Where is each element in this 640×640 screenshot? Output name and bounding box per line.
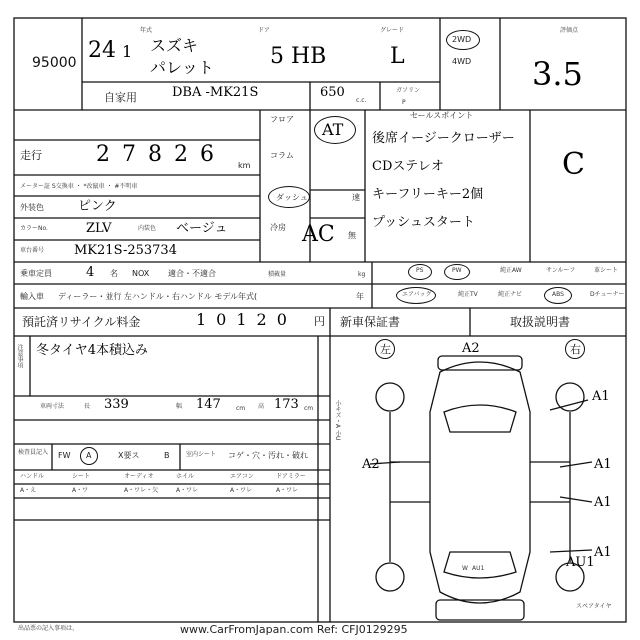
ac-value: AC: [302, 222, 335, 247]
dash-circle: [268, 186, 310, 208]
option-leather: 革シート: [594, 267, 619, 274]
height-label: 高: [258, 403, 265, 410]
inspection-row-3: A・ワレ・欠: [124, 487, 159, 494]
load-unit: kg: [358, 271, 366, 278]
fw-mark: A: [86, 451, 92, 460]
seat-label: シート: [72, 473, 91, 480]
small-scratch-label: 小キズ・A 小U: [334, 400, 341, 441]
diagram-left-label: 左: [380, 343, 391, 356]
top-damage-mark: A2: [462, 341, 480, 356]
height-unit: cm: [304, 405, 314, 412]
wheel-label: ホイル: [176, 473, 195, 480]
warranty-label: 新車保証書: [340, 315, 401, 329]
year-label: 年式: [140, 27, 153, 34]
mirror-label: ドアミラー: [276, 473, 306, 480]
floor-label: フロア: [270, 115, 294, 124]
airbag-circle: [396, 287, 436, 304]
inspection-label: 検査員記入: [18, 449, 49, 456]
fuel-value: ガソリン: [396, 87, 421, 94]
mileage-unit: km: [238, 161, 251, 170]
option-tv: 純正TV: [458, 291, 478, 298]
option-pw: PW: [452, 267, 462, 274]
interior-color: ベージュ: [176, 221, 228, 236]
footer-left-text: 出品票の記入事項は、: [18, 625, 79, 632]
height-value: 173: [274, 397, 299, 412]
inspection-row-6: A・ワレ: [276, 487, 299, 494]
displacement-unit: c.c.: [356, 97, 367, 104]
option-sunroof: サンルーフ: [546, 267, 576, 274]
sales-point-1: 後席イージークローザー: [372, 131, 515, 146]
meter-exchange: メーター証 S交換車 ・ *改竄車 ・ #不明車: [20, 183, 138, 190]
notes-label: 注意事項: [16, 344, 23, 368]
ps-circle: [408, 264, 432, 280]
speed-label: 速: [352, 193, 360, 202]
model-code: DBA -MK21S: [172, 85, 259, 100]
import-label: 輸入車: [20, 292, 44, 301]
interior-label: 内装色: [138, 225, 157, 232]
mileage-label: 走行: [20, 149, 42, 162]
recycle-amount: 10120: [196, 310, 297, 329]
notes-text: 冬タイヤ4本積込み: [36, 343, 149, 358]
displacement-value: 650: [320, 85, 345, 100]
inspection-row-2: A・ワ: [72, 487, 89, 494]
chassis-label: 車台番号: [20, 247, 45, 254]
spare-tire-label: スペアタイヤ: [576, 603, 612, 610]
import-year-unit: 年: [356, 292, 364, 301]
year-value: 24: [88, 38, 116, 63]
bottom-damage-mark-2: AU1: [472, 565, 485, 572]
x-mark: B: [164, 451, 170, 460]
length-value: 339: [104, 397, 129, 412]
recycle-label: 預託済リサイクル料金: [22, 315, 141, 329]
option-abs: ABS: [552, 291, 564, 298]
grade-value: L: [390, 44, 405, 69]
width-value: 147: [196, 397, 221, 412]
score-label: 評価点: [560, 27, 579, 34]
inspection-row-5: A・ワレ: [230, 487, 253, 494]
option-ps: PS: [416, 267, 424, 274]
mileage-value: 27826: [96, 142, 226, 167]
drive-2wd-circle: [446, 30, 480, 50]
diagram-right-label: 右: [570, 343, 581, 356]
column-label: コラム: [270, 151, 294, 160]
capacity-value: 4: [86, 265, 95, 280]
inspection-row-4: A・ワレ: [176, 487, 199, 494]
doors-value: 5 HB: [270, 44, 327, 69]
doors-label: ドア: [258, 27, 270, 34]
ac-label: 冷房: [270, 223, 286, 232]
maker-name: スズキ: [150, 36, 199, 55]
sales-point-3: キーフリーキー2個: [372, 187, 484, 202]
damage-mark-2: A1: [594, 457, 612, 472]
fw-label: FW: [58, 451, 71, 460]
dimensions-label: 車両寸法: [40, 403, 65, 410]
load-label: 積載量: [268, 271, 287, 278]
model-name: パレット: [150, 58, 214, 77]
usage-value: 自家用: [104, 91, 137, 104]
exterior-label: 外装色: [20, 203, 44, 212]
recycle-unit: 円: [314, 315, 325, 328]
audio-label: オーディオ: [124, 473, 154, 480]
sales-points-label: セールスポイント: [410, 111, 474, 120]
exterior-color: ピンク: [78, 199, 117, 214]
chassis-value: MK21S-253734: [74, 243, 177, 258]
width-label: 幅: [176, 403, 183, 410]
inspection-row-1: A・え: [20, 487, 37, 494]
nox-label: NOX: [132, 269, 150, 278]
side-damage-mark: A2: [362, 457, 380, 472]
option-tuner: Dチューナー: [590, 291, 625, 298]
import-detail: ディーラー・並行 左ハンドル・右ハンドル モデル年式(: [58, 292, 258, 301]
fuel-code: P: [402, 99, 406, 106]
dash-label: ダッシュ: [276, 193, 308, 202]
option-airbag: エアバッグ: [402, 291, 432, 298]
watermark-ref: www.CarFromJapan.com Ref: CFJ0129295: [180, 623, 408, 636]
transmission-value: AT: [322, 120, 344, 139]
handle-label: ハンドル: [20, 473, 45, 480]
bottom-damage-mark: AU1: [566, 555, 595, 570]
sales-point-2: CDステレオ: [372, 159, 444, 174]
aircon-label: エアコン: [230, 473, 254, 480]
width-unit: cm: [236, 405, 246, 412]
no-label: 無: [348, 231, 356, 240]
score-value: 3.5: [532, 55, 583, 93]
grade-label: グレード: [380, 27, 405, 34]
sales-point-4: プッシュスタート: [372, 215, 475, 230]
abs-circle: [544, 287, 572, 304]
drive-2wd: 2WD: [452, 35, 472, 44]
option-aw: 純正AW: [500, 267, 522, 274]
damage-mark-3: A1: [594, 495, 612, 510]
w-label: W: [462, 565, 468, 572]
option-navi: 純正ナビ: [498, 291, 523, 298]
defects-label: コゲ・穴・汚れ・破れ: [228, 451, 308, 460]
length-label: 長: [84, 403, 91, 410]
interior-rating: C: [562, 147, 585, 182]
color-no-value: ZLV: [86, 221, 112, 236]
x-label: X要ス: [118, 451, 140, 460]
damage-mark-4: A1: [594, 545, 612, 560]
capacity-label: 乗車定員: [20, 269, 52, 278]
drive-4wd: 4WD: [452, 57, 472, 66]
color-no-label: カラーNo.: [20, 225, 48, 232]
capacity-unit: 名: [110, 269, 118, 278]
lot-number: 95000: [32, 55, 77, 71]
car-diagram: [360, 352, 600, 632]
fw-circle: [80, 447, 98, 465]
pw-circle: [444, 264, 470, 280]
interior-seat-label: 室内シート: [186, 451, 217, 458]
month-value: 1: [122, 42, 133, 61]
manual-label: 取扱説明書: [510, 315, 571, 329]
damage-mark-1: A1: [592, 389, 610, 404]
nox-status: 適合・不適合: [168, 269, 216, 278]
transmission-circle: [314, 116, 356, 144]
